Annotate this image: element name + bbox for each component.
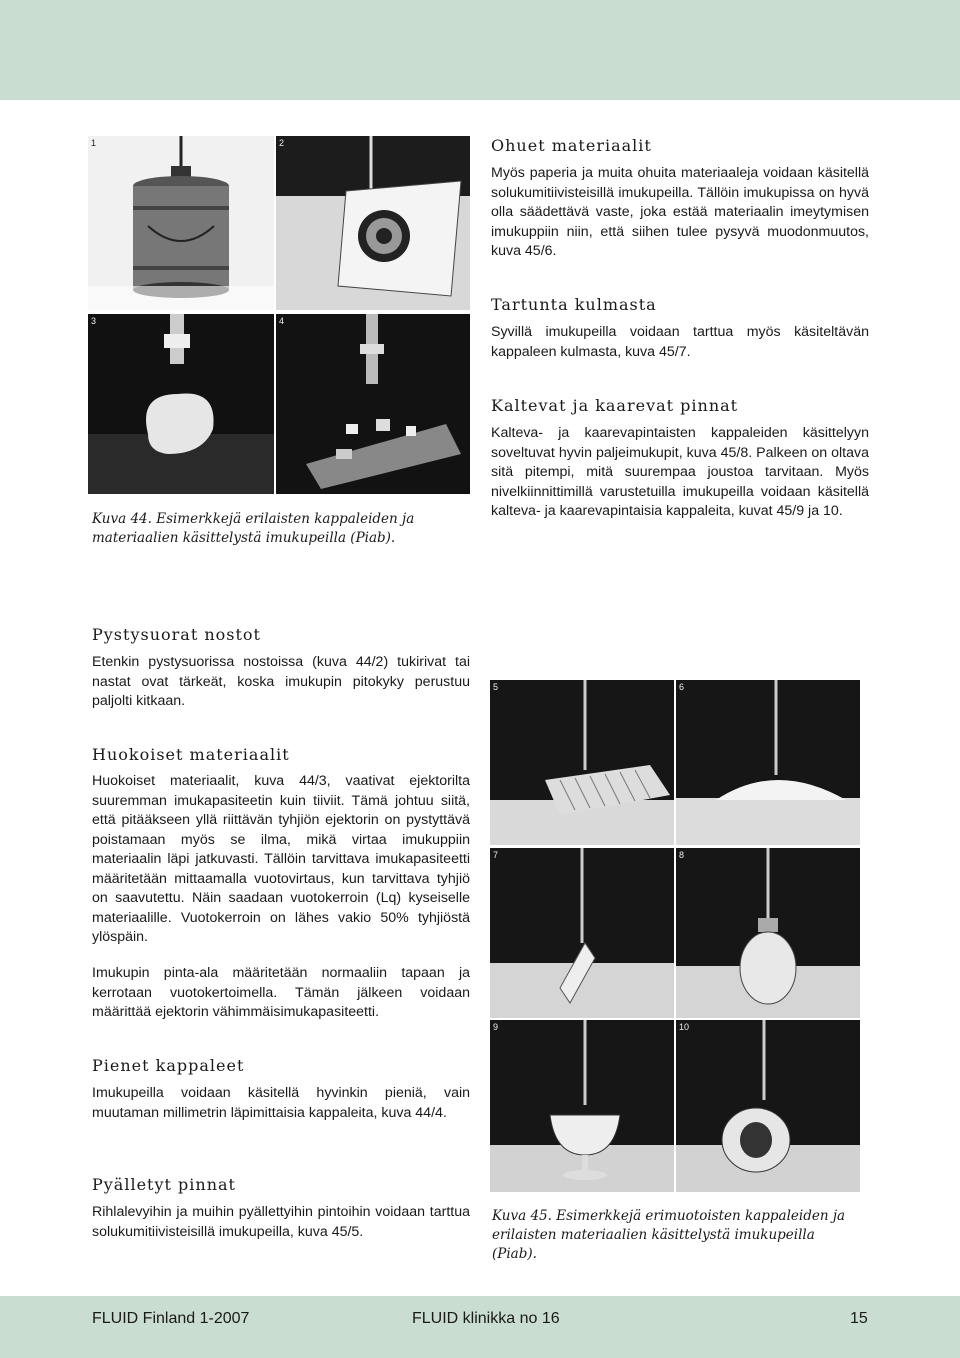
footer-series: FLUID klinikka no 16	[412, 1310, 560, 1327]
photo-45-8	[676, 848, 860, 1018]
figure-44-caption: Kuva 44. Esimerkkejä erilaisten kappaleiden ja materiaalien käsittelystä imukupeilla (Piab).	[92, 511, 415, 546]
photo-44-3	[88, 314, 274, 494]
heading-pienet: Pienet kappaleet	[92, 1056, 245, 1075]
photo-number: 5	[493, 682, 499, 692]
text-pienet: Imukupeilla voidaan käsitellä hyvinkin pieniä, vain muutaman millimetrin läpimittaisia kappaleita, kuva 44/4.	[92, 1085, 470, 1121]
text-huokoiset-1: Huokoiset materiaalit, kuva 44/3, vaativat ejektorilta suuremman imukapasiteetin kuin tiiviit. Tämä johtuu siitä, että pitääkseen yllä riittävän tyhjiön ejektorin on pystyttävä poistamaan myös se ilma, mikä virtaa imukuppiin materiaalin läpi jatkuvasti. Tällöin tarvittava imukapasiteetti määritetään mittaamalla vuotovirtaus, kun tarvittava tyhjiö on saavutettu. Näin saadaan vuotokerroin (Lq) kyseiselle materiaalille. Vuotokerroin on lähes vakio 50% tyhjiöstä ylöspäin.	[92, 773, 470, 945]
photo-number: 2	[279, 138, 285, 148]
text-tartunta: Syvillä imukupeilla voidaan tarttua myös käsiteltävän kappaleen kulmasta, kuva 45/7.	[491, 324, 869, 360]
text-pyalletyt: Rihlalevyihin ja muihin pyällettyihin pintoihin voidaan tarttua solukumitiivisteisillä imukupeilla, kuva 45/5.	[92, 1204, 470, 1240]
photo-number: 8	[679, 850, 685, 860]
photo-44-2	[276, 136, 470, 310]
text-ohuet: Myös paperia ja muita ohuita materiaaleja voidaan käsitellä solukumitiivisteisillä imukupeilla. Tällöin imukupissa on hyvä olla säädettävä vaste, joka estää materiaalin imeytymisen imukuppiin niin, että siihen tulee pysyvä muodonmuutos, kuva 45/6.	[491, 165, 869, 259]
photo-45-7	[490, 848, 674, 1018]
heading-pyalletyt: Pyälletyt pinnat	[92, 1175, 236, 1194]
photo-44-1	[88, 136, 274, 310]
heading-pystysuorat: Pystysuorat nostot	[92, 625, 261, 644]
photo-number: 4	[279, 316, 285, 326]
photo-44-4	[276, 314, 470, 494]
photo-45-9	[490, 1020, 674, 1192]
top-band	[0, 0, 960, 100]
photo-number: 3	[91, 316, 97, 326]
photo-45-5	[490, 680, 674, 845]
text-huokoiset-2: Imukupin pinta-ala määritetään normaaliin tapaan ja kerrotaan vuotokertoimella. Tämän jälkeen voidaan määrittää ejektorin vähimmäisimukapasiteetti.	[92, 965, 470, 1020]
heading-ohuet: Ohuet materiaalit	[491, 136, 652, 155]
heading-huokoiset: Huokoiset materiaalit	[92, 745, 290, 764]
photo-number: 1	[91, 138, 97, 148]
figure-45-caption: Kuva 45. Esimerkkejä erimuotoisten kappaleiden ja erilaisten materiaalien käsittelystä imukupeilla (Piab).	[492, 1208, 846, 1262]
heading-kaltevat: Kaltevat ja kaarevat pinnat	[491, 396, 739, 415]
page-number: 15	[850, 1310, 868, 1327]
photo-number: 7	[493, 850, 499, 860]
heading-tartunta: Tartunta kulmasta	[491, 295, 657, 314]
photo-45-10	[676, 1020, 860, 1192]
photo-number: 9	[493, 1022, 499, 1032]
photo-number: 10	[679, 1022, 690, 1032]
text-kaltevat: Kalteva- ja kaarevapintaisten kappaleiden käsittelyyn soveltuvat hyvin paljeimukupit, kuva 45/8. Palkeen on oltava sitä pitempi, mitä suurempaa joustoa tarvitaan. Myös nivelkiinnittimillä varustetuilla imukupeilla voidaan käsitellä kalteva- ja kaarevapintaisia kappaleita, kuvat 45/9 ja 10.	[491, 425, 869, 519]
footer-publication: FLUID Finland 1-2007	[92, 1310, 250, 1327]
text-pystysuorat: Etenkin pystysuorissa nostoissa (kuva 44/2) tukirivat tai nastat ovat tärkeät, koska imukupin pitokyky perustuu paljolti kitkaan.	[92, 654, 470, 709]
photo-45-6	[676, 680, 860, 845]
photo-number: 6	[679, 682, 685, 692]
